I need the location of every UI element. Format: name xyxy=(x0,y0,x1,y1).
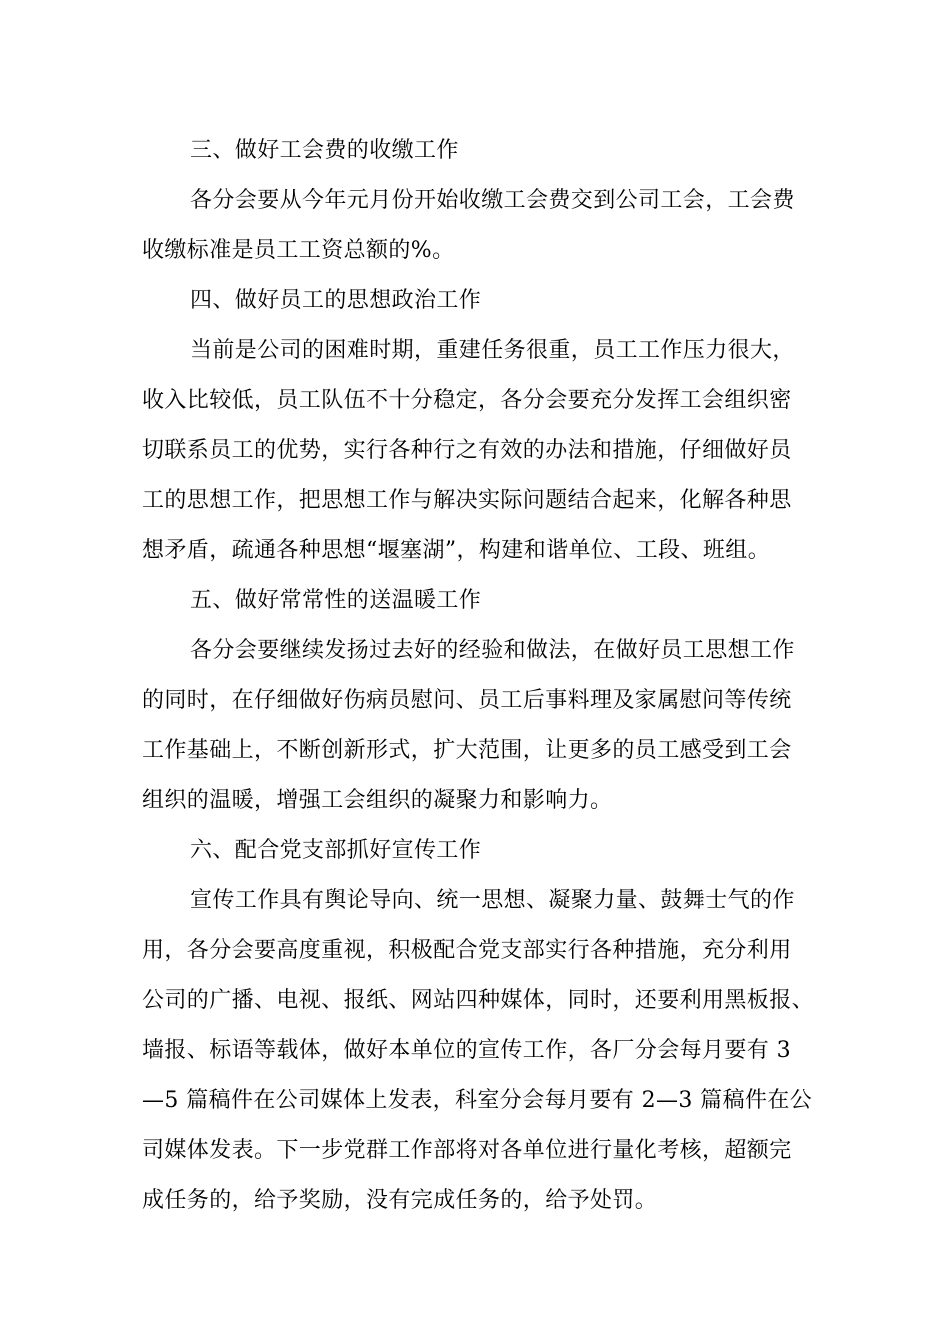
section-heading: 三、做好工会费的收缴工作 xyxy=(190,138,459,163)
paragraph-line: 公司的广播、电视、报纸、网站四种媒体，同时，还要利用黑板报、 xyxy=(142,988,815,1013)
paragraph-line: 当前是公司的困难时期，重建任务很重，员工工作压力很大， xyxy=(190,338,795,363)
paragraph-line: 切联系员工的优势，实行各种行之有效的办法和措施，仔细做好员 xyxy=(142,438,792,463)
paragraph-line: 墙报、标语等载体，做好本单位的宣传工作，各厂分会每月要有 3 xyxy=(142,1038,791,1063)
paragraph-line: 宣传工作具有舆论导向、统一思想、凝聚力量、鼓舞士气的作 xyxy=(190,888,795,913)
paragraph-line: 想矛盾，疏通各种思想“堰塞湖”，构建和谐单位、工段、班组。 xyxy=(142,538,771,563)
paragraph-line: —5 篇稿件在公司媒体上发表，科室分会每月要有 2—3 篇稿件在公 xyxy=(142,1088,813,1113)
document-content xyxy=(142,126,822,1226)
paragraph-line: 工的思想工作，把思想工作与解决实际问题结合起来，化解各种思 xyxy=(142,488,792,513)
paragraph-line: 的同时，在仔细做好伤病员慰问、员工后事料理及家属慰问等传统 xyxy=(142,688,792,713)
paragraph-line: 组织的温暖，增强工会组织的凝聚力和影响力。 xyxy=(142,788,613,813)
section-heading: 四、做好员工的思想政治工作 xyxy=(190,288,482,313)
paragraph-line: 收缴标准是员工工资总额的%。 xyxy=(142,238,455,263)
paragraph-line: 各分会要从今年元月份开始收缴工会费交到公司工会，工会费 xyxy=(190,188,795,213)
paragraph-line: 司媒体发表。下一步党群工作部将对各单位进行量化考核，超额完 xyxy=(142,1138,792,1163)
paragraph-line: 工作基础上，不断创新形式，扩大范围，让更多的员工感受到工会 xyxy=(142,738,792,763)
paragraph-line: 收入比较低，员工队伍不十分稳定，各分会要充分发挥工会组织密 xyxy=(142,388,792,413)
paragraph-line: 成任务的，给予奖励，没有完成任务的，给予处罚。 xyxy=(142,1188,658,1213)
paragraph-line: 用，各分会要高度重视，积极配合党支部实行各种措施，充分利用 xyxy=(142,938,792,963)
section-heading: 五、做好常常性的送温暖工作 xyxy=(190,588,482,613)
paragraph-line: 各分会要继续发扬过去好的经验和做法，在做好员工思想工作 xyxy=(190,638,795,663)
section-heading: 六、配合党支部抓好宣传工作 xyxy=(190,838,482,863)
